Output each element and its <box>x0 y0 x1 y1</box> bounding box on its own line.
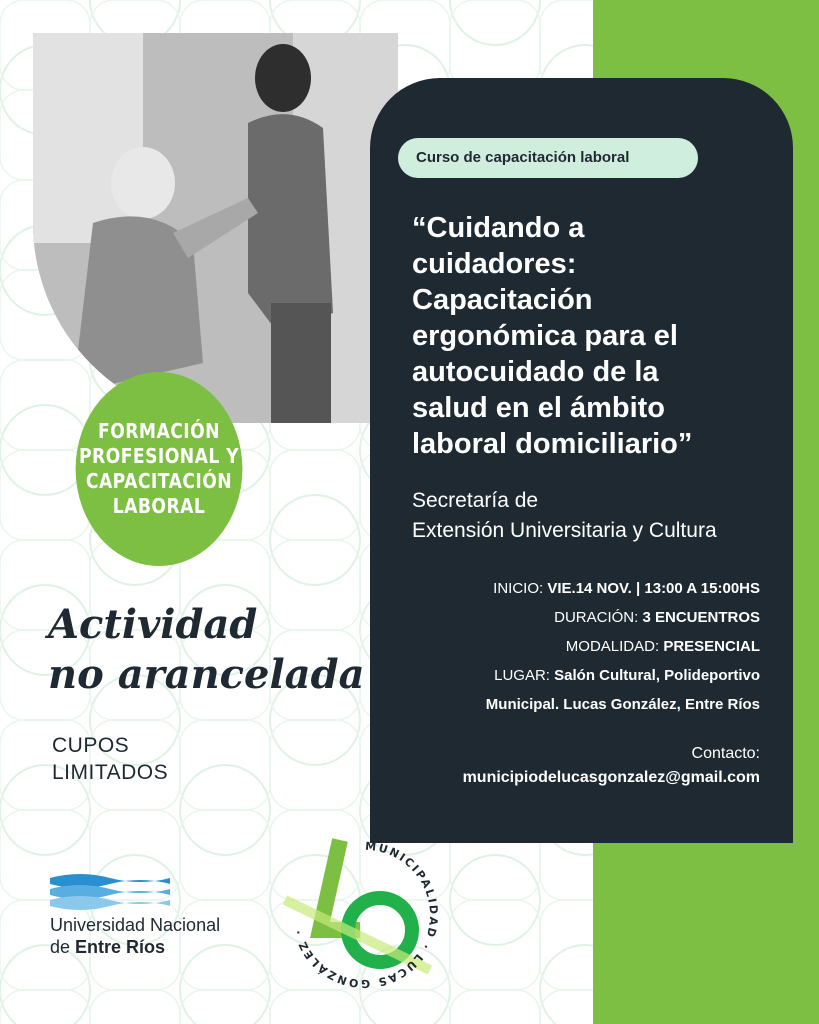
inicio-value: VIE.14 NOV. <box>547 580 632 597</box>
pattern-tile <box>180 990 270 1024</box>
title-line: laboral domiciliario” <box>412 428 693 460</box>
inicio-row <box>400 574 760 603</box>
municipalidad-logo <box>280 830 450 1000</box>
secretaria-line: Extensión Universitaria y Cultura <box>412 519 717 542</box>
pattern-arc <box>450 855 540 900</box>
lugar-value-2: Municipal. Lucas González, Entre Ríos <box>485 696 760 713</box>
duracion-label: DURACIÓN: <box>554 609 639 626</box>
title-line: autocuidado de la <box>412 356 659 388</box>
pattern-arc <box>450 900 540 945</box>
badge-line: FORMACIÓN <box>98 419 220 443</box>
cupos-line: LIMITADOS <box>52 761 169 784</box>
lugar-value-1: Salón Cultural, Polideportivo <box>554 667 760 684</box>
event-details <box>400 574 760 719</box>
duracion-row <box>400 603 760 632</box>
secretaria <box>412 486 782 546</box>
pattern-tile <box>0 990 90 1024</box>
pattern-arc <box>180 810 270 855</box>
uner-line-2-prefix: de <box>50 937 71 957</box>
title-line: salud en el ámbito <box>412 392 665 424</box>
script-line: no arancelada <box>48 651 365 698</box>
uner-line-2 <box>50 936 220 958</box>
pattern-arc <box>270 720 360 765</box>
title-line: Capacitación <box>412 284 593 316</box>
limited-spots-text <box>52 732 168 786</box>
municipalidad-logo-text: MUNICIPALIDAD · LUCAS GONZÁLEZ · <box>291 839 441 991</box>
uner-waves-logo <box>50 870 250 910</box>
title-line: “Cuidando a <box>412 212 585 244</box>
badge-line: LABORAL <box>112 494 206 518</box>
pattern-arc <box>180 765 270 810</box>
lugar-row <box>400 661 760 690</box>
uner-line-2-bold: Entre Ríos <box>75 937 166 957</box>
cupos-line: CUPOS <box>52 734 130 757</box>
pattern-arc <box>270 540 360 585</box>
modalidad-value: PRESENCIAL <box>663 638 760 655</box>
modalidad-label: MODALIDAD: <box>565 638 660 655</box>
script-line: Actividad <box>48 601 258 648</box>
duracion-value: 3 ENCUENTROS <box>642 609 760 626</box>
formacion-badge <box>76 372 243 566</box>
contact-block <box>390 742 760 790</box>
badge-line: PROFESIONAL Y <box>78 444 240 468</box>
contact-label: Contacto: <box>691 745 760 762</box>
inicio-time: | 13:00 A 15:00HS <box>636 580 760 597</box>
inicio-label: INICIO: <box>493 580 544 597</box>
pattern-tile <box>450 990 540 1024</box>
course-label-pill: Curso de capacitación laboral <box>398 138 698 178</box>
pattern-tile <box>90 990 180 1024</box>
uner-line-1: Universidad Nacional <box>50 915 221 935</box>
title-line: cuidadores: <box>412 248 577 280</box>
pattern-arc <box>180 990 270 1024</box>
lugar-label: LUGAR: <box>494 667 550 684</box>
pattern-arc <box>450 0 540 45</box>
secretaria-line: Secretaría de <box>412 489 539 512</box>
course-title <box>412 210 772 462</box>
lugar-row-2 <box>400 690 760 719</box>
pattern-arc <box>0 990 90 1024</box>
modalidad-row <box>400 632 760 661</box>
badge-line: CAPACITACIÓN <box>85 469 233 493</box>
caregiver-photo <box>33 33 398 423</box>
title-line: ergonómica para el <box>412 320 678 352</box>
pattern-arc <box>270 495 360 540</box>
contact-email[interactable]: municipiodelucasgonzalez@gmail.com <box>462 769 760 786</box>
uner-name <box>50 914 220 958</box>
free-activity-text <box>48 600 364 700</box>
pattern-arc <box>0 810 90 855</box>
